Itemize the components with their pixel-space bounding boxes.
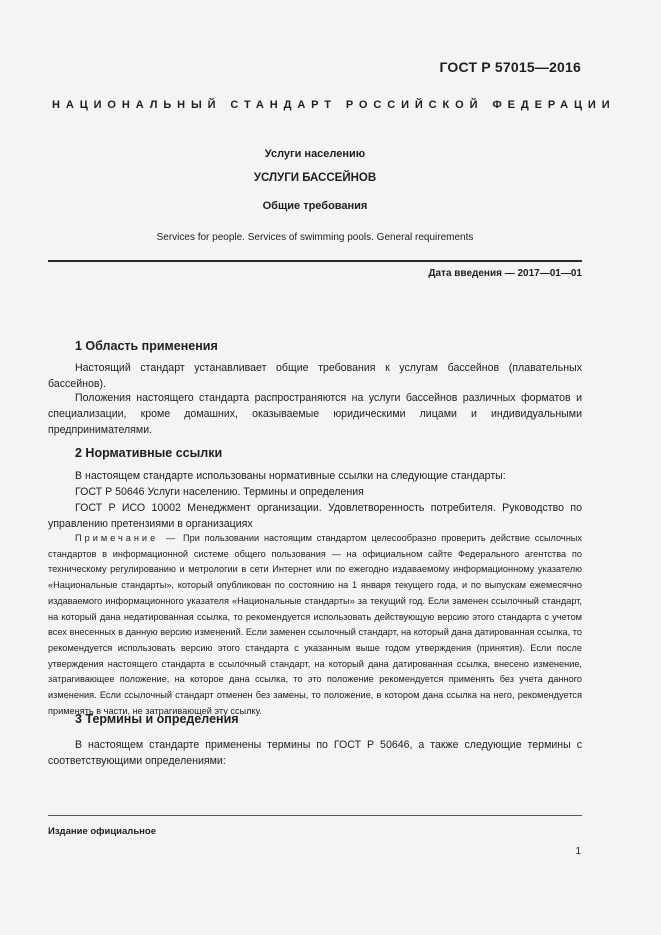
standard-code: ГОСТ Р 57015—2016 [439,59,581,75]
document-subtitle: Общие требования [262,200,368,212]
reference-gost-iso-10002: ГОСТ Р ИСО 10002 Менеджмент организации. Удовлетворенность потребителя. Руководство по управлению претензиями в организациях [48,502,582,530]
section-3-heading: 3 Термины и определения [75,712,239,726]
note-block [48,531,582,719]
official-edition-label: Издание официальное [48,826,156,837]
note-text: При пользовании настоящим стандартом целесообразно проверить действие ссылочных стандартов в информационной системе общего пользования — на официальном сайте Федерального агентства по техническому регулированию и метрологии в сети Интернет или по ежегодно издаваемому информационному указателю «Национальные стандарты», который опубликован по состоянию на 1 января текущего года, и по выпускам ежемесячно издаваемого информационного указателя «Национальные стандарты» за текущий год. Если заменен ссылочный стандарт, на который дана недатированная ссылка, то рекомендуется использовать действующую версию этого стандарта с учетом всех внесенных в данную версию изменений. Если заменен ссылочный стандарт, на который дана датированная ссылка, то рекомендуется использовать версию этого стандарта с указанным выше годом утверждения (принятия). Если после утверждения настоящего стандарта в ссылочный стандарт, на который дана датированная ссылка, внесено изменение, затрагивающее положение, на которое дана ссылка, то это положение рекомендуется применять без учета данного изменения. Если ссылочный стандарт отменен без замены, то положение, в котором дана ссылка на него, рекомендуется применять в части, не затрагивающей эту ссылку. [48,533,582,716]
section-2-heading: 2 Нормативные ссылки [75,446,223,460]
page-number: 1 [575,846,581,857]
section-2-intro: В настоящем стандарте использованы нормативные ссылки на следующие стандарты: [75,470,506,482]
footer-divider [48,815,582,816]
document-title: УСЛУГИ БАССЕЙНОВ [253,172,377,184]
section-3-paragraph-1: В настоящем стандарте применены термины по ГОСТ Р 50646, а также следующие термины с соответствующими определениями: [48,739,582,767]
section-1-paragraph-1: Настоящий стандарт устанавливает общие требования к услугам бассейнов (плавательных бассейнов). [48,362,582,390]
english-title: Services for people. Services of swimming pools. General requirements [156,232,474,243]
category-title: Услуги населению [264,148,366,160]
national-standard-title: НАЦИОНАЛЬНЫЙ СТАНДАРТ РОССИЙСКОЙ ФЕДЕРАЦИИ [52,99,616,111]
section-1-paragraph-2: Положения настоящего стандарта распространяются на услуги бассейнов различных форматов и специализации, кроме домашних, оказываемые юридическими лицами и индивидуальными предпринимателями. [48,392,582,436]
title-divider [48,260,582,262]
note-label: Примечание — [75,533,179,543]
section-1-heading: 1 Область применения [75,339,218,353]
effective-date: Дата введения — 2017—01—01 [428,268,582,279]
reference-gost-50646: ГОСТ Р 50646 Услуги населению. Термины и определения [75,486,364,498]
